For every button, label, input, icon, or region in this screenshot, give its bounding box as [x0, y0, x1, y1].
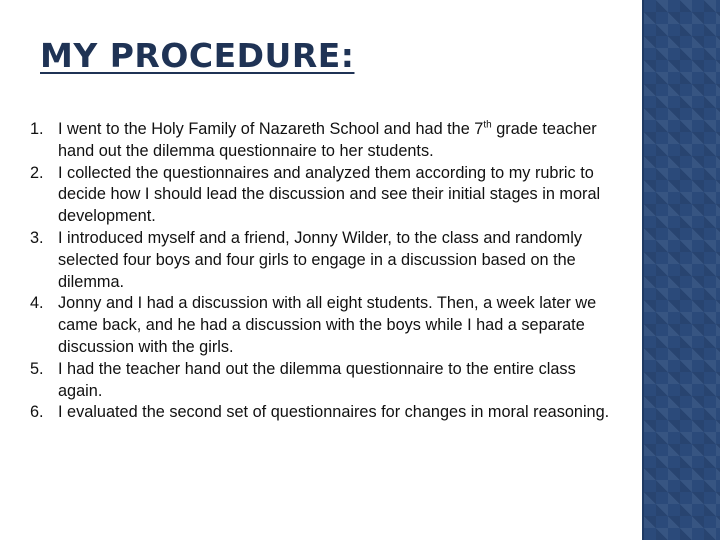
procedure-list [30, 119, 610, 424]
list-item [30, 119, 610, 163]
list-number: 5. [30, 359, 44, 378]
slide-title: MY PROCEDURE: [40, 36, 355, 75]
list-number: 6. [30, 403, 44, 422]
list-item [30, 359, 610, 403]
list-text: I introduced myself and a friend, Jonny Wilder, to the class and randomly selected four boys and four girls to engage in a discussion based on the dilemma. [58, 228, 582, 291]
list-text: I collected the questionnaires and analyzed them according to my rubric to decide how I should lead the discussion and see their initial stages in moral development. [58, 163, 601, 226]
list-text: I had the teacher hand out the dilemma questionnaire to the entire class again. [58, 359, 576, 400]
list-item [30, 163, 610, 228]
list-number: 3. [30, 228, 44, 247]
list-number: 4. [30, 294, 44, 313]
list-item [30, 228, 610, 293]
decorative-side-band [642, 0, 720, 540]
list-number: 2. [30, 163, 44, 182]
list-text: I evaluated the second set of questionnaires for changes in moral reasoning. [58, 403, 610, 422]
list-text: I went to the Holy Family of Nazareth School and had the 7th grade teacher hand out the dilemma questionnaire to her students. [58, 119, 597, 160]
list-item [30, 293, 610, 358]
list-item [30, 402, 610, 424]
list-text: Jonny and I had a discussion with all eight students. Then, a week later we came back, and he had a discussion with the boys while I had a separate discussion with the girls. [58, 294, 597, 356]
list-number: 1. [30, 120, 44, 138]
